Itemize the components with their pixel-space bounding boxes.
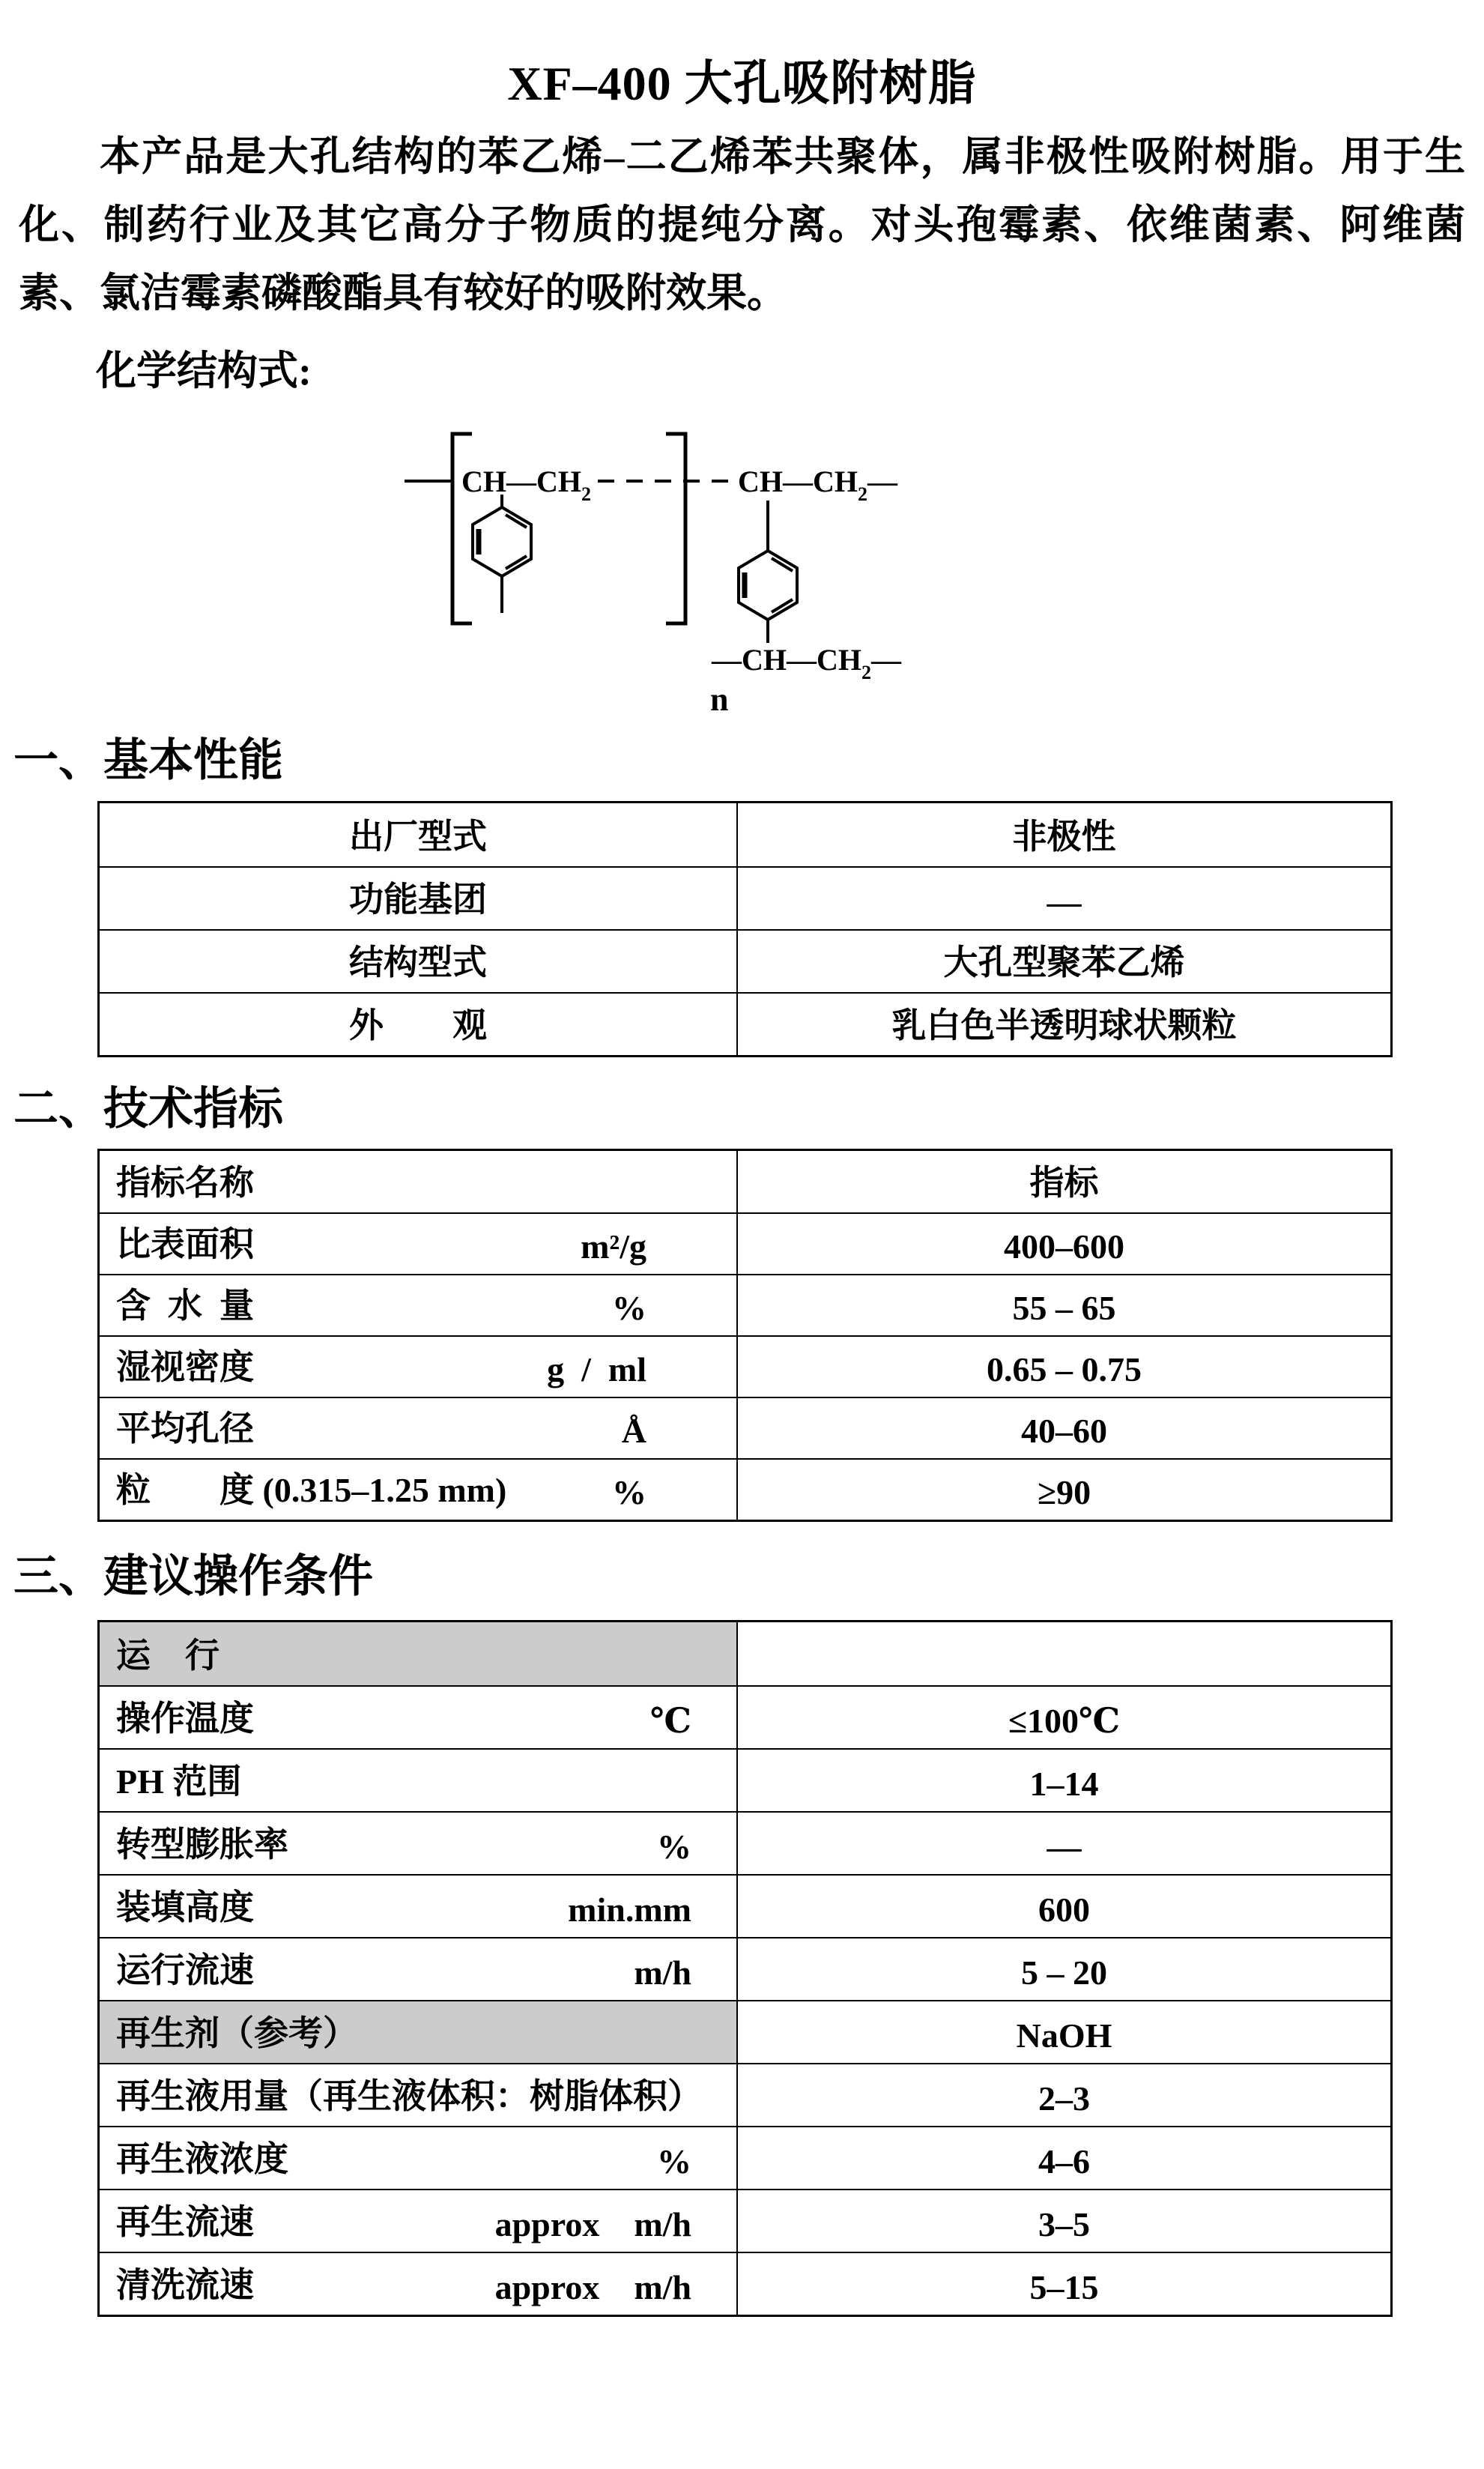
row-value	[738, 1622, 1390, 1685]
table-row	[100, 1748, 1390, 1811]
row-label: 平均孔径 Å	[100, 1398, 738, 1458]
table-row	[100, 1397, 1390, 1458]
row-value: 3–5	[1038, 2205, 1090, 2243]
row-unit: %	[657, 1828, 691, 1866]
table-section-row	[100, 2000, 1390, 2063]
table-row	[100, 2063, 1390, 2126]
chemical-structure-diagram	[390, 417, 914, 716]
table-row	[100, 1874, 1390, 1937]
chain-bottom: $—CH—CH_2—$	[712, 643, 901, 683]
table-row	[100, 992, 1390, 1055]
intro-line: 本产品是大孔结构的苯乙烯–二乙烯苯共聚体，属非极性吸附树脂。用于生	[100, 134, 1465, 179]
operating-conditions-table	[97, 1620, 1393, 2317]
table-row	[100, 1685, 1390, 1748]
table-row	[100, 1212, 1390, 1274]
technical-specs-table	[97, 1149, 1393, 1522]
row-value: 大孔型聚苯乙烯	[943, 943, 1185, 982]
page-title: XF–400 大孔吸附树脂	[507, 57, 977, 110]
row-unit: approx m/h	[494, 2205, 691, 2243]
row-value: 0.65 – 0.75	[987, 1350, 1142, 1388]
row-label: 比表面积 m²/g	[100, 1214, 738, 1274]
intro-paragraph	[19, 123, 1465, 327]
row-value: 55 – 65	[1012, 1289, 1116, 1327]
table-row	[100, 1335, 1390, 1397]
row-value: 4–6	[1038, 2142, 1090, 2181]
benzene-ring-right	[739, 501, 797, 643]
row-value: —	[1047, 883, 1082, 921]
row-value: NaOH	[1016, 2016, 1112, 2055]
row-label: 操作温度 ℃	[100, 1687, 738, 1748]
table-section-row	[100, 1622, 1390, 1685]
row-value: 600	[1038, 1891, 1090, 1929]
row-label: 再生剂（参考）	[100, 2001, 738, 2063]
row-unit: %	[612, 1473, 646, 1511]
row-label: 运行流速 m/h	[100, 1938, 738, 2000]
row-label: 再生流速 approx m/h	[100, 2190, 738, 2252]
row-value: ≥90	[1037, 1473, 1091, 1511]
chain-top-left: $CH—CH_2$	[461, 465, 591, 505]
row-value: 1–14	[1029, 1765, 1099, 1803]
structure-formula-label: 化学结构式:	[96, 348, 312, 393]
row-label: 清洗流速 approx m/h	[100, 2253, 738, 2315]
row-value: ≤100℃	[1008, 1702, 1121, 1740]
row-value: —	[1047, 1828, 1082, 1866]
row-label: 外 观	[100, 994, 738, 1055]
table-row	[100, 1937, 1390, 2000]
row-label: 结构型式	[100, 931, 738, 992]
section-heading-technical-specs: 二、技术指标	[13, 1084, 283, 1134]
table-row	[100, 1274, 1390, 1335]
table-row	[100, 2252, 1390, 2315]
row-label: 装填高度 min.mm	[100, 1876, 738, 1937]
column-header-value: 指标	[1029, 1164, 1099, 1202]
table-row	[100, 866, 1390, 929]
row-label: 出厂型式	[100, 803, 738, 866]
polymer-n-subscript: n	[710, 681, 729, 716]
row-unit: g / ml	[547, 1350, 646, 1388]
row-label: 再生液用量（再生液体积：树脂体积）	[100, 2064, 738, 2126]
row-label: 功能基团	[100, 868, 738, 929]
row-label: 再生液浓度 %	[100, 2127, 738, 2189]
section-heading-basic-properties: 一、基本性能	[13, 736, 283, 785]
row-label: 运 行	[100, 1622, 738, 1685]
row-unit: %	[657, 2142, 691, 2181]
row-unit: ℃	[649, 1702, 691, 1740]
row-unit: Å	[621, 1412, 646, 1450]
table-row	[100, 2189, 1390, 2252]
row-label: 含 水 量 %	[100, 1275, 738, 1335]
row-value: 乳白色半透明球状颗粒	[891, 1006, 1237, 1045]
chain-top-right: $CH—CH_2—$	[738, 465, 897, 505]
row-value: 2–3	[1038, 2079, 1090, 2118]
column-header-name: 指标名称	[100, 1151, 738, 1212]
intro-line: 素、氯洁霉素磷酸酯具有较好的吸附效果。	[19, 271, 787, 315]
row-value: 5 – 20	[1021, 1953, 1107, 1992]
table-row	[100, 929, 1390, 992]
row-label: 粒 度 (0.315–1.25 mm) %	[100, 1460, 738, 1520]
intro-line: 化、制药行业及其它高分子物质的提纯分离。对头孢霉素、依维菌素、阿维菌	[19, 202, 1465, 247]
row-label: PH 范围	[100, 1750, 738, 1811]
section-heading-operating-conditions: 三、建议操作条件	[13, 1552, 373, 1601]
row-value: 非极性	[1012, 818, 1116, 856]
table-row	[100, 2126, 1390, 2189]
row-unit: m²/g	[581, 1227, 646, 1266]
row-unit: %	[612, 1289, 646, 1327]
row-unit: min.mm	[568, 1891, 691, 1929]
row-unit: m/h	[634, 1953, 691, 1992]
row-unit: approx m/h	[494, 2268, 691, 2306]
row-value: 40–60	[1021, 1412, 1107, 1450]
table-row	[100, 1458, 1390, 1520]
row-label: 转型膨胀率 %	[100, 1813, 738, 1874]
row-value: 5–15	[1029, 2268, 1099, 2306]
benzene-ring-left	[473, 495, 531, 613]
left-bracket	[452, 434, 472, 623]
basic-properties-table	[97, 801, 1393, 1057]
table-header-row	[100, 1151, 1390, 1212]
right-bracket	[666, 434, 685, 623]
table-row	[100, 1811, 1390, 1874]
table-row	[100, 803, 1390, 866]
row-label: 湿视密度 g / ml	[100, 1337, 738, 1397]
row-value: 400–600	[1004, 1227, 1124, 1266]
